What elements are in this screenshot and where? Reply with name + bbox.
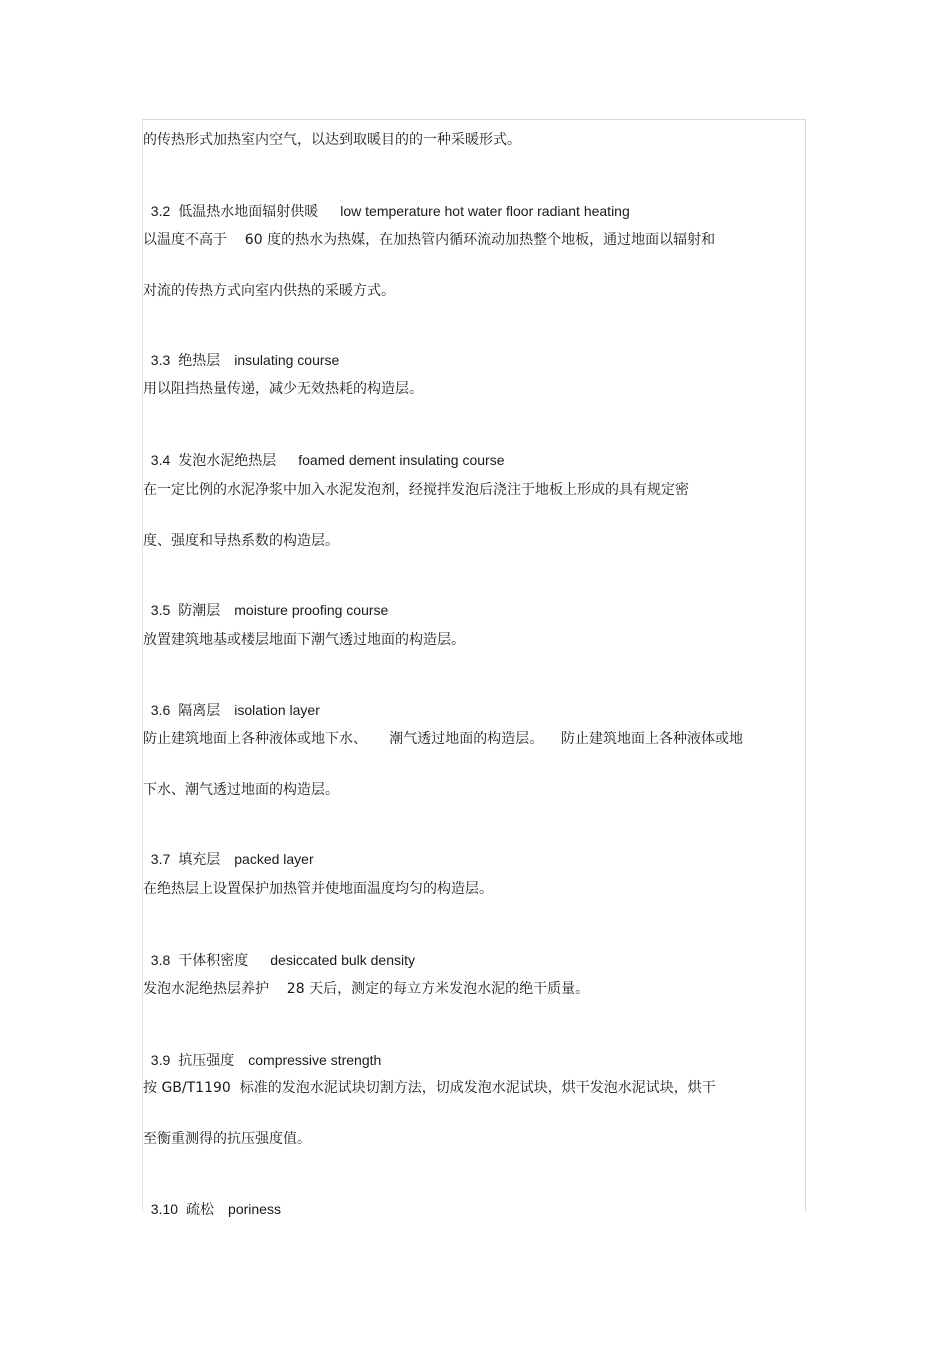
section-heading-3-4	[143, 433, 504, 469]
paragraph-line: 对流的传热方式向室内供热的采暖方式。	[143, 283, 395, 299]
section-heading-3-5	[143, 583, 388, 619]
paragraph-line: 按 GB/T1190 标准的发泡水泥试块切割方法，切成发泡水泥试块，烘干发泡水泥试块，烘干	[143, 1080, 716, 1096]
section-number: 3.5	[150, 602, 171, 618]
section-title-en: compressive strength	[248, 1052, 382, 1068]
section-title-cn: 防潮层	[178, 602, 221, 618]
section-title-cn: 填充层	[178, 851, 221, 867]
section-title-en: foamed dement insulating course	[298, 452, 505, 468]
section-title-cn: 发泡水泥绝热层	[178, 452, 277, 468]
section-title-cn: 疏松	[186, 1201, 215, 1217]
paragraph-line: 至衡重测得的抗压强度值。	[143, 1131, 311, 1147]
section-number: 3.9	[150, 1052, 171, 1068]
section-title-cn: 绝热层	[178, 352, 221, 368]
section-title-cn: 干体积密度	[178, 952, 249, 968]
section-number: 3.3	[150, 352, 171, 368]
section-title-cn: 抗压强度	[178, 1052, 235, 1068]
section-number: 3.7	[150, 851, 171, 867]
section-title-en: isolation layer	[234, 702, 320, 718]
section-title-en: desiccated bulk density	[270, 952, 416, 968]
section-title-cn: 隔离层	[178, 702, 221, 718]
paragraph-line: 以温度不高于 60 度的热水为热媒，在加热管内循环流动加热整个地板，通过地面以辐射和	[143, 232, 716, 248]
section-heading-3-8	[143, 933, 415, 969]
section-title-en: insulating course	[234, 352, 340, 368]
section-title-en: low temperature hot water floor radiant heating	[340, 203, 630, 219]
paragraph-line: 发泡水泥绝热层养护 28 天后，测定的每立方米发泡水泥的绝干质量。	[143, 981, 590, 997]
section-heading-3-2	[143, 184, 630, 220]
section-heading-3-6	[143, 683, 320, 719]
paragraph-line: 下水、潮气透过地面的构造层。	[143, 782, 339, 798]
section-title-en: poriness	[228, 1201, 281, 1217]
paragraph-line: 用以阻挡热量传递，减少无效热耗的构造层。	[143, 381, 423, 397]
paragraph-line: 度、强度和导热系数的构造层。	[143, 533, 339, 549]
paragraph-line: 防止建筑地面上各种液体或地下水、 潮气透过地面的构造层。 防止建筑地面上各种液体或地	[143, 731, 744, 747]
paragraph-line: 在绝热层上设置保护加热管并使地面温度均匀的构造层。	[143, 881, 493, 897]
section-number: 3.4	[150, 452, 171, 468]
section-number: 3.8	[150, 952, 171, 968]
section-number: 3.10	[150, 1201, 179, 1217]
section-title-en: packed layer	[234, 851, 314, 867]
paragraph-line: 在一定比例的水泥净浆中加入水泥发泡剂，经搅拌发泡后浇注于地板上形成的具有规定密	[143, 482, 689, 498]
paragraph-line: 放置建筑地基或楼层地面下潮气透过地面的构造层。	[143, 632, 465, 648]
section-heading-3-9	[143, 1033, 381, 1069]
section-title-en: moisture proofing course	[234, 602, 389, 618]
section-number: 3.2	[150, 203, 171, 219]
section-number: 3.6	[150, 702, 171, 718]
section-heading-3-3	[143, 333, 339, 369]
section-heading-3-7	[143, 832, 314, 868]
section-title-cn: 低温热水地面辐射供暖	[178, 203, 319, 219]
paragraph-line: 的传热形式加热室内空气，以达到取暖目的的一种采暖形式。	[143, 132, 521, 148]
section-heading-3-10	[143, 1182, 281, 1218]
